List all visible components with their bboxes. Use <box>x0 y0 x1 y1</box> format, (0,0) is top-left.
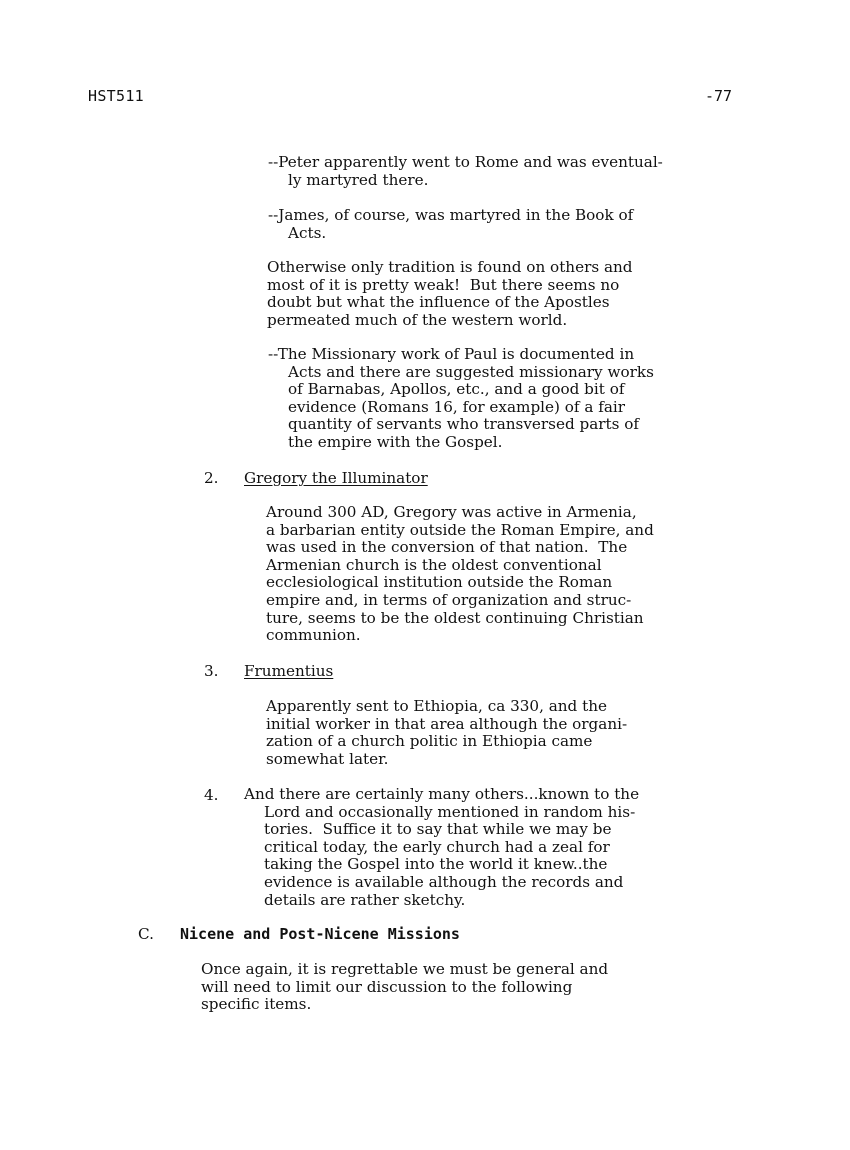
section-4-body: And there are certainly many others...known to the Lord and occasionally mentioned in random his- tories. Suffice it to say that while we may be critical today, the early church had a zeal for taking the Gospel into the world it knew..the evidence is available although the records and details are rather sketchy. <box>244 785 640 909</box>
section-2-title: Gregory the Illuminator <box>244 469 428 487</box>
tradition-paragraph: Otherwise only tradition is found on others and most of it is pretty weak! But there seems no doubt but what the influence of the Apostles permeated much of the western world. <box>267 258 633 329</box>
peter-paragraph: --Peter apparently went to Rome and was eventual- ly martyred there. <box>268 153 663 189</box>
section-3-title: Frumentius <box>244 662 334 680</box>
page-number: -77 <box>705 87 733 105</box>
james-paragraph: --James, of course, was martyred in the Book of Acts. <box>268 206 634 242</box>
section-4-number: 4. <box>204 786 219 804</box>
course-code: HST511 <box>88 87 144 105</box>
section-3-body: Apparently sent to Ethiopia, ca 330, and the initial worker in that area although the organi- zation of a church politic in Ethiopia came somewhat later. <box>266 697 628 768</box>
section-c-body: Once again, it is regrettable we must be general and will need to limit our discussion to the following specific items. <box>201 960 609 1014</box>
section-c-title: Nicene and Post-Nicene Missions <box>180 925 460 943</box>
section-2-body: Around 300 AD, Gregory was active in Armenia, a barbarian entity outside the Roman Empire, and was used in the conversion of that nation. The Armenian church is the oldest conventional ecclesiological institution outside the Roman empire and, in terms of organization and struc- ture, seems to be the oldest continuing Christian communion. <box>266 503 654 645</box>
paul-paragraph: --The Missionary work of Paul is documented in Acts and there are suggested missionary works of Barnabas, Apollos, etc., and a good bit of evidence (Romans 16, for example) of a fair quantity of servants who transversed parts of the empire with the Gospel. <box>268 345 654 451</box>
section-3-number: 3. <box>204 662 219 680</box>
section-c-letter: C. <box>138 925 154 943</box>
section-2-number: 2. <box>204 469 219 487</box>
